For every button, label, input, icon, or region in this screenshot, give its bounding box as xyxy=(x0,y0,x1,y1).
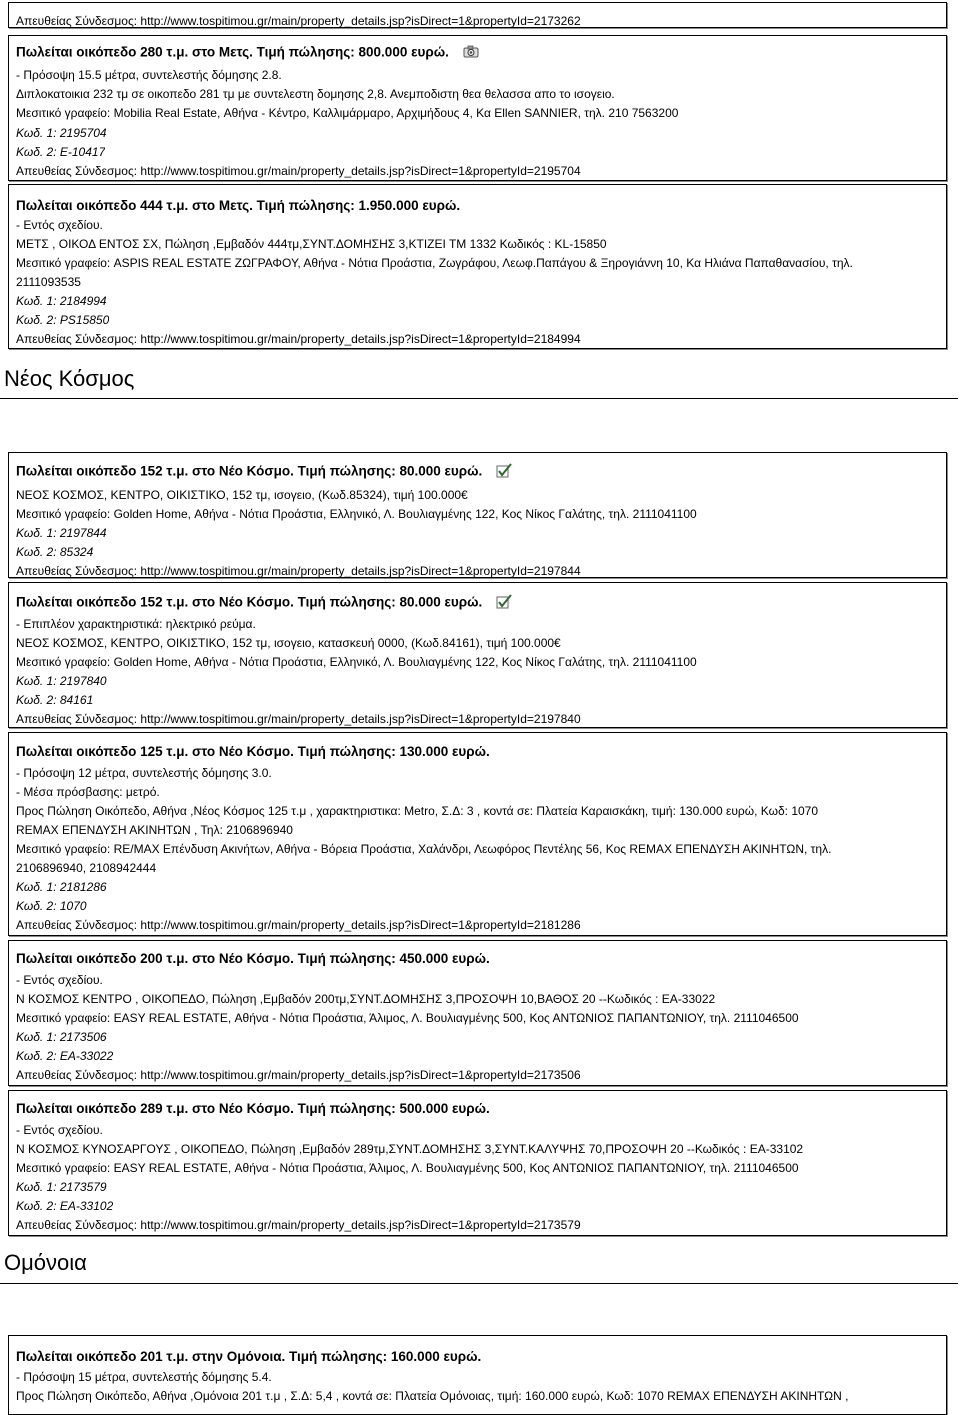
agency-info: Μεσιτικό γραφείο: RE/MAX Επένδυση Ακινήτων, Αθήνα - Βόρεια Προάστια, Χαλάνδρι, Λεωφόρος Πεντέλης 56, Κος REMAX ΕΠΕΝΔΥΣΗ ΑΚΙΝΗΤΩΝ, τηλ. xyxy=(16,842,832,856)
direct-link[interactable]: Απευθείας Σύνδεσμος: http://www.tospitimou.gr/main/property_details.jsp?isDirect=1&propertyId=2184994 xyxy=(16,332,581,346)
code-1: Κωδ. 1: 2173579 xyxy=(16,1180,107,1194)
agency-info: Μεσιτικό γραφείο: Golden Home, Αθήνα - Νότια Προάστια, Ελληνικό, Λ. Βουλιαγμένης 122, Κος Νίκος Γαλάτης, τηλ. 2111041100 xyxy=(16,507,697,521)
listing-title: Πωλείται οικόπεδο 289 τ.μ. στο Νέο Κόσμο. Τιμή πώλησης: 500.000 ευρώ. xyxy=(16,1102,490,1116)
listing-box xyxy=(8,732,947,936)
listing-detail: - Εντός σχεδίου. xyxy=(16,218,103,232)
section-divider xyxy=(0,398,958,399)
listing-title: Πωλείται οικόπεδο 200 τ.μ. στο Νέο Κόσμο. Τιμή πώλησης: 450.000 ευρώ. xyxy=(16,952,490,966)
direct-link[interactable]: Απευθείας Σύνδεσμος: http://www.tospitimou.gr/main/property_details.jsp?isDirect=1&propertyId=2197840 xyxy=(16,712,581,726)
checkbox-icon xyxy=(496,463,513,481)
code-2: Κωδ. 2: PS15850 xyxy=(16,313,110,327)
code-1: Κωδ. 1: 2195704 xyxy=(16,126,107,140)
listing-detail: - Μέσα πρόσβασης: μετρό. xyxy=(16,785,160,799)
listing-detail: - Πρόσοψη 12 μέτρα, συντελεστής δόμησης 3.0. xyxy=(16,766,272,780)
listing-detail: - Εντός σχεδίου. xyxy=(16,973,103,987)
agency-phone: 2111093535 xyxy=(16,275,81,289)
code-2: Κωδ. 2: 1070 xyxy=(16,899,87,913)
listing-detail: - Πρόσοψη 15.5 μέτρα, συντελεστής δόμησης 2.8. xyxy=(16,68,282,82)
listing-title: Πωλείται οικόπεδο 280 τ.μ. στο Μετς. Τιμή πώλησης: 800.000 ευρώ. xyxy=(16,45,479,61)
agency-info: Μεσιτικό γραφείο: EASY REAL ESTATE, Αθήνα - Νότια Προάστια, Άλιμος, Λ. Βουλιαγμένης 500, Κος ΑΝΤΩΝΙΟΣ ΠΑΠΑΝΤΩΝΙΟΥ, τηλ. 2111046500 xyxy=(16,1161,799,1175)
direct-link[interactable]: Απευθείας Σύνδεσμος: http://www.tospitimou.gr/main/property_details.jsp?isDirect=1&propertyId=2195704 xyxy=(16,164,581,178)
listing-box xyxy=(8,452,947,578)
code-2: Κωδ. 2: 85324 xyxy=(16,545,94,559)
code-1: Κωδ. 1: 2184994 xyxy=(16,294,107,308)
listing-title: Πωλείται οικόπεδο 201 τ.μ. στην Ομόνοια. Τιμή πώλησης: 160.000 ευρώ. xyxy=(16,1350,482,1364)
listing-description: Προς Πώληση Οικόπεδο, Αθήνα ,Ομόνοια 201 τ.μ , Σ.Δ: 5,4 , κοντά σε: Πλατεία Ομόνοιας, τιμή: 160.000 ευρώ, Κωδ: 1070 REMAX ΕΠΕΝΔΥΣΗ ΑΚΙΝΗΤΩΝ , xyxy=(16,1389,849,1403)
camera-icon[interactable] xyxy=(463,45,479,61)
listing-description: Διπλοκατοικια 232 τμ σε οικοπεδο 281 τμ με συντελεστη δομησης 2,8. Ανεμποδιστη θεα θελασσα απο το ισογειο. xyxy=(16,87,615,101)
listing-title: Πωλείται οικόπεδο 125 τ.μ. στο Νέο Κόσμο. Τιμή πώλησης: 130.000 ευρώ. xyxy=(16,745,490,759)
listing-description: ΜΕΤΣ , ΟΙΚΟΔ ΕΝΤΟΣ ΣΧ, Πώληση ,Εμβαδόν 444τμ,ΣΥΝΤ.ΔΟΜΗΣΗΣ 3,ΚΤΙΖΕΙ ΤΜ 1332 Κωδικός : KL-15850 xyxy=(16,237,607,251)
listing-box xyxy=(8,35,947,181)
agency-info: Μεσιτικό γραφείο: ASPIS REAL ESTATE ΖΩΓΡΑΦΟΥ, Αθήνα - Νότια Προάστια, Ζωγράφου, Λεωφ.Παπάγου & Ξηρογιάννη 10, Κα Ηλιάνα Παπαθανασίου, τηλ. xyxy=(16,256,853,270)
direct-link[interactable]: Απευθείας Σύνδεσμος: http://www.tospitimou.gr/main/property_details.jsp?isDirect=1&propertyId=2173506 xyxy=(16,1068,581,1082)
code-1: Κωδ. 1: 2173506 xyxy=(16,1030,107,1044)
listing-detail: - Εντός σχεδίου. xyxy=(16,1123,103,1137)
section-divider xyxy=(0,1283,958,1284)
direct-link[interactable]: Απευθείας Σύνδεσμος: http://www.tospitimou.gr/main/property_details.jsp?isDirect=1&propertyId=2173579 xyxy=(16,1218,581,1232)
listing-detail: - Επιπλέον χαρακτηριστικά: ηλεκτρικό ρεύμα. xyxy=(16,617,256,631)
agency-info: Μεσιτικό γραφείο: Mobilia Real Estate, Αθήνα - Κέντρο, Καλλιμάρμαρο, Αρχιμήδους 4, Κα Ellen SANNIER, τηλ. 210 7563200 xyxy=(16,106,679,120)
code-2: Κωδ. 2: 84161 xyxy=(16,693,94,707)
listing-box xyxy=(8,940,947,1086)
code-1: Κωδ. 1: 2197840 xyxy=(16,674,107,688)
direct-link[interactable]: Απευθείας Σύνδεσμος: http://www.tospitimou.gr/main/property_details.jsp?isDirect=1&propertyId=2181286 xyxy=(16,918,581,932)
listing-description: Ν ΚΟΣΜΟΣ ΚΕΝΤΡΟ , ΟΙΚΟΠΕΔΟ, Πώληση ,Εμβαδόν 200τμ,ΣΥΝΤ.ΔΟΜΗΣΗΣ 3,ΠΡΟΣΟΨΗ 10,ΒΑΘΟΣ 20 --Κωδικός : ΕΑ-33022 xyxy=(16,992,716,1006)
section-heading: Ομόνοια xyxy=(4,1250,87,1275)
section-heading: Νέος Κόσμος xyxy=(4,366,135,391)
code-1: Κωδ. 1: 2181286 xyxy=(16,880,107,894)
checkbox-icon xyxy=(496,594,513,612)
listing-description: ΝΕΟΣ ΚΟΣΜΟΣ, ΚΕΝΤΡΟ, ΟΙΚΙΣΤΙΚΟ, 152 τμ, ισογειο, κατασκευή 0000, (Κωδ.84161), τιμή 100.000€ xyxy=(16,636,561,650)
listing-description: Ν ΚΟΣΜΟΣ ΚΥΝΟΣΑΡΓΟΥΣ , ΟΙΚΟΠΕΔΟ, Πώληση ,Εμβαδόν 289τμ,ΣΥΝΤ.ΔΟΜΗΣΗΣ 3,ΣΥΝΤ.ΚΑΛΥΨΗΣ 70,ΠΡΟΣΟΨΗ 20 --Κωδικός : ΕΑ-33102 xyxy=(16,1142,804,1156)
listing-description: ΝΕΟΣ ΚΟΣΜΟΣ, ΚΕΝΤΡΟ, ΟΙΚΙΣΤΙΚΟ, 152 τμ, ισογειο, (Κωδ.85324), τιμή 100.000€ xyxy=(16,488,468,502)
agency-info: Μεσιτικό γραφείο: EASY REAL ESTATE, Αθήνα - Νότια Προάστια, Άλιμος, Λ. Βουλιαγμένης 500, Κος ΑΝΤΩΝΙΟΣ ΠΑΠΑΝΤΩΝΙΟΥ, τηλ. 2111046500 xyxy=(16,1011,799,1025)
listing-title: Πωλείται οικόπεδο 152 τ.μ. στο Νέο Κόσμο. Τιμή πώλησης: 80.000 ευρώ. xyxy=(16,594,513,612)
direct-link[interactable]: Απευθείας Σύνδεσμος: http://www.tospitimou.gr/main/property_details.jsp?isDirect=1&propertyId=2197844 xyxy=(16,564,581,578)
code-2: Κωδ. 2: ΕΑ-33022 xyxy=(16,1049,114,1063)
listing-detail: - Πρόσοψη 15 μέτρα, συντελεστής δόμησης 5.4. xyxy=(16,1370,272,1384)
agency-info: Μεσιτικό γραφείο: Golden Home, Αθήνα - Νότια Προάστια, Ελληνικό, Λ. Βουλιαγμένης 122, Κος Νίκος Γαλάτης, τηλ. 2111041100 xyxy=(16,655,697,669)
listing-box xyxy=(8,1335,947,1415)
code-2: Κωδ. 2: E-10417 xyxy=(16,145,106,159)
code-1: Κωδ. 1: 2197844 xyxy=(16,526,107,540)
listing-title: Πωλείται οικόπεδο 152 τ.μ. στο Νέο Κόσμο. Τιμή πώλησης: 80.000 ευρώ. xyxy=(16,463,513,481)
listing-box xyxy=(8,2,947,28)
listing-description: REMAX ΕΠΕΝΔΥΣΗ ΑΚΙΝΗΤΩΝ , Τηλ: 2106896940 xyxy=(16,823,293,837)
agency-phone: 2106896940, 2108942444 xyxy=(16,861,157,875)
listing-box xyxy=(8,184,947,349)
listing-box xyxy=(8,582,947,728)
code-2: Κωδ. 2: ΕΑ-33102 xyxy=(16,1199,114,1213)
direct-link[interactable]: Απευθείας Σύνδεσμος: http://www.tospitimou.gr/main/property_details.jsp?isDirect=1&propertyId=2173262 xyxy=(16,14,581,28)
listing-title: Πωλείται οικόπεδο 444 τ.μ. στο Μετς. Τιμή πώλησης: 1.950.000 ευρώ. xyxy=(16,199,461,213)
listing-description: Προς Πώληση Οικόπεδο, Αθήνα ,Νέος Κόσμος 125 τ.μ , χαρακτηριστικα: Metro, Σ.Δ: 3 , κοντά σε: Πλατεία Καραισκάκη, τιμή: 130.000 ευρώ, Κωδ: 1070 xyxy=(16,804,819,818)
listing-box xyxy=(8,1090,947,1236)
